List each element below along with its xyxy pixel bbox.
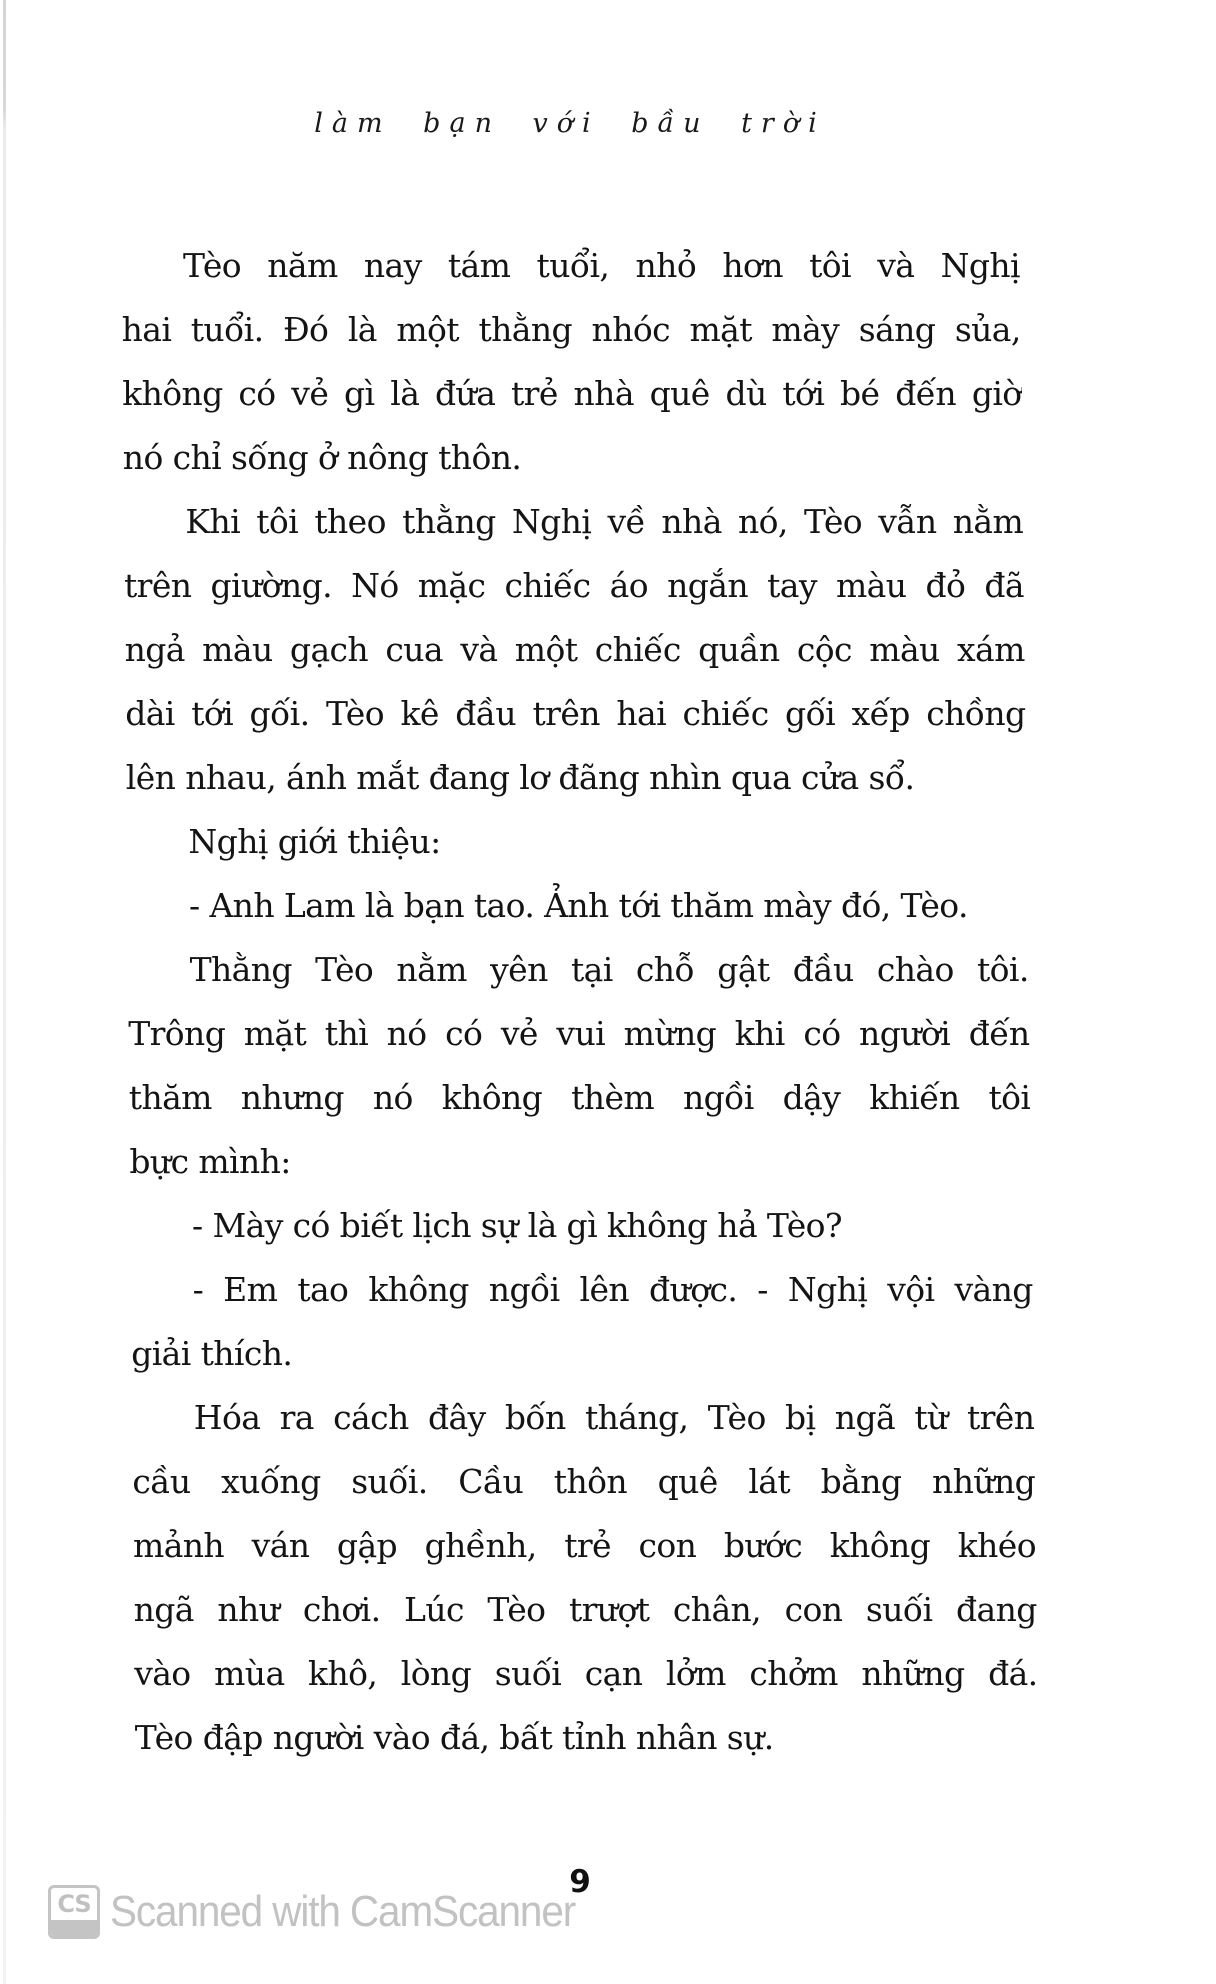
page-number: 9 [569, 1864, 591, 1900]
paragraph-first-line: Thằng Tèo nằm yên tại chỗ gật đầu chào tôi. [189, 950, 1029, 989]
paragraph-first-line: Khi tôi theo thằng Nghị về nhà nó, Tèo vẫn nằm [185, 502, 1024, 541]
text-line: Trông mặt thì nó có vẻ vui mừng khi có người đến [128, 1014, 1030, 1053]
text-line: ngả màu gạch cua và một chiếc quần cộc màu xám [124, 630, 1025, 669]
paragraph-first-line: Nghị giới thiệu: [188, 822, 441, 861]
text-line: mảnh ván gập ghềnh, trẻ con bước không khéo [133, 1526, 1036, 1565]
paragraph-first-line: - Anh Lam là bạn tao. Ảnh tới thăm mày đó, Tèo. [189, 886, 968, 925]
text-line: thăm nhưng nó không thèm ngồi dậy khiến tôi [128, 1078, 1031, 1117]
text-line: không có vẻ gì là đứa trẻ nhà quê dù tới bé đến giờ [122, 374, 1022, 413]
camscanner-watermark [48, 1882, 616, 1942]
text-line: hai tuổi. Đó là một thằng nhóc mặt mày sáng sủa, [121, 310, 1021, 349]
text-line: ngã như chơi. Lúc Tèo trượt chân, con suối đang [133, 1590, 1037, 1629]
text-line: vào mùa khô, lòng suối cạn lởm chởm những đá. [134, 1654, 1038, 1693]
text-line: cầu xuống suối. Cầu thôn quê lát bằng những [132, 1462, 1036, 1501]
camscanner-logo-letters: CS [57, 1890, 91, 1918]
text-line: Tèo đập người vào đá, bất tỉnh nhân sự. [134, 1718, 774, 1757]
text-line: nó chỉ sống ở nông thôn. [122, 438, 522, 477]
paragraph-first-line: - Mày có biết lịch sự là gì không hả Tèo? [192, 1206, 843, 1245]
camscanner-logo-icon [48, 1885, 100, 1939]
paragraph-first-line: - Em tao không ngồi lên được. - Nghị vội vàng [192, 1270, 1033, 1309]
camscanner-logo-fill [51, 1920, 97, 1936]
text-line: giải thích. [131, 1334, 293, 1373]
text-line: dài tới gối. Tèo kê đầu trên hai chiếc gối xếp chồng [125, 694, 1026, 733]
text-line: trên giường. Nó mặc chiếc áo ngắn tay màu đỏ đã [124, 566, 1024, 605]
paragraph-first-line: Hóa ra cách đây bốn tháng, Tèo bị ngã từ trên [193, 1398, 1035, 1437]
watermark-text: Scanned with CamScanner [110, 1887, 576, 1936]
running-header: làm bạn với bầu trời [314, 108, 826, 139]
text-line: bực mình: [129, 1142, 291, 1181]
text-line: lên nhau, ánh mắt đang lơ đãng nhìn qua cửa sổ. [125, 758, 915, 797]
paragraph-first-line: Tèo năm nay tám tuổi, nhỏ hơn tôi và Nghị [183, 246, 1020, 285]
